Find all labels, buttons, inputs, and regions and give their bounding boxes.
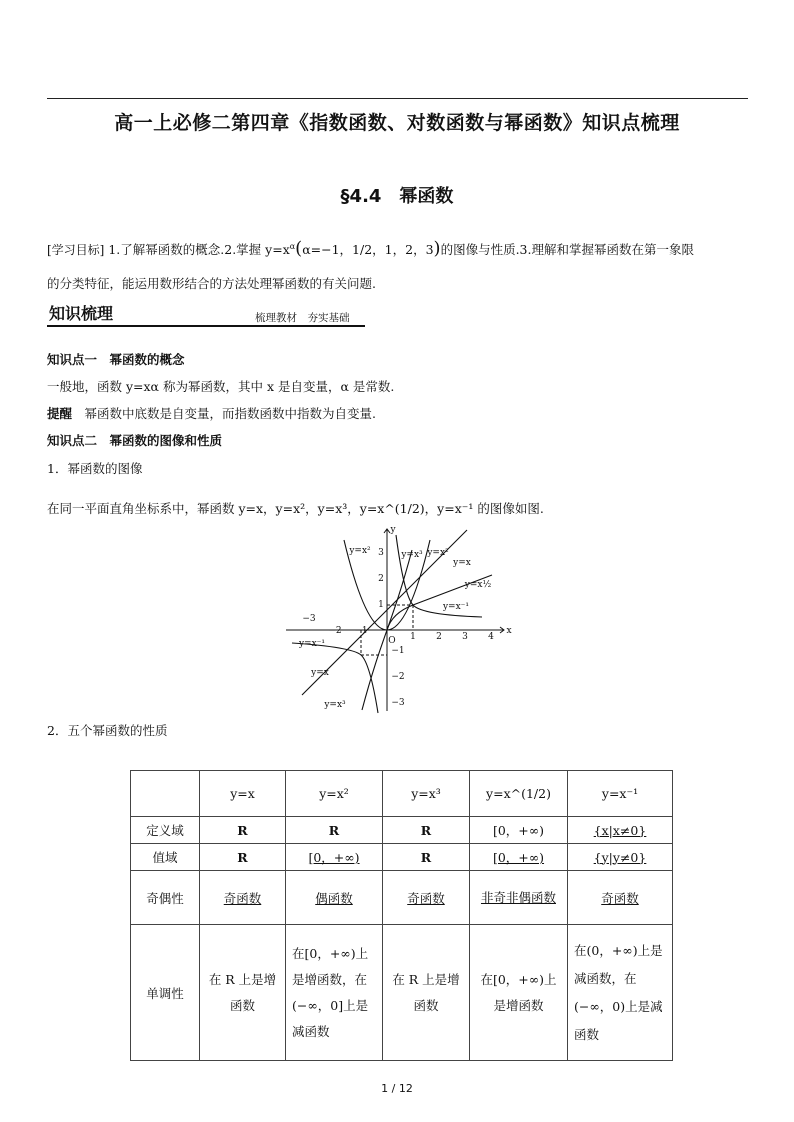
learning-goals-line1 (47, 237, 694, 260)
origin-label: O (388, 636, 396, 646)
table-cell: 在[0，+∞)上是增函数 (470, 925, 568, 1061)
row-label: 奇偶性 (131, 871, 200, 925)
curve-label: y=x³ (324, 700, 346, 710)
table-header-row (131, 771, 673, 817)
x-tick-label: 3 (462, 632, 468, 642)
row-label: 值域 (131, 844, 200, 871)
table-cell: [0，+∞) (470, 844, 568, 871)
x-tick-label: 1 (410, 632, 416, 642)
remind-line (47, 404, 376, 424)
document-title: 高一上必修二第四章《指数函数、对数函数与幂函数》知识点梳理 (114, 112, 680, 134)
curve-label: y=x (453, 558, 471, 568)
table-cell: R (200, 844, 286, 871)
properties-table (130, 770, 673, 1061)
curve-label: y=x⁻¹ (442, 602, 470, 612)
y-tick-label: −3 (391, 698, 405, 708)
x-tick-label: 4 (488, 632, 494, 642)
subheading-2: 2．五个幂函数的性质 (47, 723, 168, 738)
table-header-cell: y=x⁻¹ (568, 771, 673, 817)
curve-label: y=x⁻¹ (298, 639, 326, 649)
kp1-text: 一般地，函数 y=xα 称为幂函数，其中 x 是自变量，α 是常数. (47, 379, 395, 394)
goal-label: [学习目标] (47, 243, 105, 258)
heading-tag: 梳理教材 夯实基础 (255, 312, 350, 324)
table-cell: 奇函数 (383, 871, 470, 925)
table-row (131, 817, 673, 844)
row-label: 定义域 (131, 817, 200, 844)
table-cell: 在 R 上是增函数 (200, 925, 286, 1061)
y-tick-label: −2 (391, 672, 405, 682)
section-title: §4.4 幂函数 (340, 186, 454, 207)
y-axis-label: y (390, 525, 396, 535)
top-rule (47, 98, 748, 99)
table-header-cell: y=x³ (383, 771, 470, 817)
graph-intro: 在同一平面直角坐标系中，幂函数 y=x，y=x²，y=x³，y=x^(1/2)，y=x⁻¹ 的图像如图. (47, 501, 544, 516)
goal-text-b: 的图像与性质.3.理解和掌握幂函数在第一象限 (440, 242, 694, 258)
page-number: 1 / 12 (381, 1082, 413, 1095)
goal-text-a: 1.了解幂函数的概念.2.掌握 (108, 242, 262, 258)
heading-underline (47, 325, 365, 327)
table-cell: R (383, 817, 470, 844)
table-cell: 非奇非偶函数 (470, 871, 568, 925)
curve-label: y=x² (427, 548, 449, 558)
kp2-title: 知识点二 幂函数的图像和性质 (47, 433, 223, 448)
table-cell: R (200, 817, 286, 844)
remind-text: 幂函数中底数是自变量，而指数函数中指数为自变量. (72, 406, 376, 421)
table-cell: [0，+∞) (286, 844, 383, 871)
curve-label: y=x² (349, 546, 371, 556)
table-cell: 奇函数 (568, 871, 673, 925)
goal-formula: $y=x^\alpha(\alpha=-1$，1/2，1，2，3) (265, 238, 441, 260)
table-row (131, 844, 673, 871)
alpha-values: α=−1，1/2，1，2，3 (302, 242, 434, 258)
table-cell: 在(0，+∞)上是减函数，在(−∞，0)上是减函数 (568, 925, 673, 1061)
curve-label: y=x³ (401, 550, 423, 560)
kp1-title: 知识点一 幂函数的概念 (47, 352, 185, 367)
y-tick-label: −1 (391, 646, 405, 656)
table-header-cell (131, 771, 200, 817)
table-cell: {x|x≠0} (568, 817, 673, 844)
y-tick-label: 3 (378, 548, 384, 558)
table-header-cell: y=x^(1/2) (470, 771, 568, 817)
table-cell: 在[0，+∞)上是增函数，在(−∞，0]上是减函数 (286, 925, 383, 1061)
knowledge-heading (47, 301, 365, 329)
table-cell: 偶函数 (286, 871, 383, 925)
subheading-1: 1．幂函数的图像 (47, 461, 143, 476)
table-cell: {y|y≠0} (568, 844, 673, 871)
table-cell: 奇函数 (200, 871, 286, 925)
table-cell: [0，+∞) (470, 817, 568, 844)
heading-label: 知识梳理 (49, 304, 114, 323)
x-tick-label: −2 (328, 626, 342, 636)
x-axis-label: x (506, 626, 512, 636)
remind-label: 提醒 (47, 406, 73, 421)
curve-label: y=x (311, 668, 329, 678)
learning-goals-line2: 的分类特征，能运用数形结合的方法处理幂函数的有关问题. (47, 276, 376, 291)
table-cell: R (383, 844, 470, 871)
table-header-cell: y=x² (286, 771, 383, 817)
table-cell: R (286, 817, 383, 844)
curve-label: y=x½ (464, 580, 492, 590)
power-function-graph (282, 525, 514, 715)
table-row (131, 925, 673, 1061)
y-tick-label: 2 (378, 574, 384, 584)
y-tick-label: 1 (378, 600, 384, 610)
x-tick-label: −1 (354, 626, 368, 636)
table-cell: 在 R 上是增函数 (383, 925, 470, 1061)
row-label: 单调性 (131, 925, 200, 1061)
x-tick-label: 2 (436, 632, 442, 642)
table-header-cell: y=x (200, 771, 286, 817)
table-row (131, 871, 673, 925)
x-tick-label: −3 (302, 614, 316, 624)
